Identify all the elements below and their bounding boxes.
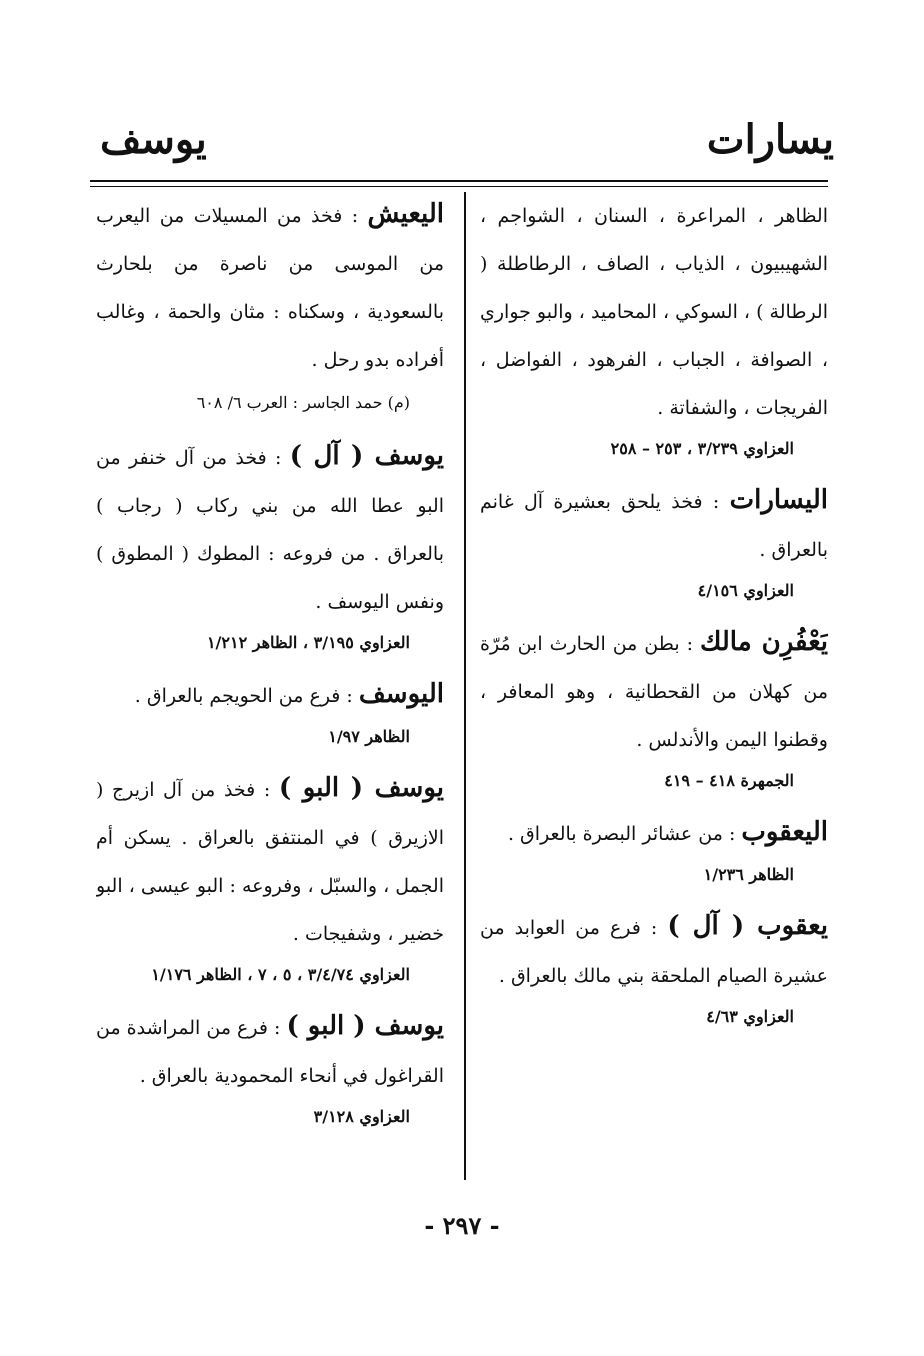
entry xyxy=(96,1002,444,1134)
entry-reference: العزاوي ٣/١٢٨ xyxy=(313,1107,410,1126)
entry xyxy=(96,190,444,422)
right-column xyxy=(480,190,828,1190)
entry-text: : فرع من المراشدة من القراغول في أنحاء المحمودية بالعراق . xyxy=(96,1017,444,1087)
entry-text: : فخذ من آل ازيرج ( الازيرق ) في المنتفق بالعراق . يسكن أم الجمل ، والسبّل ، وفروعه : البو عيسى ، البو خضير ، وشفيجات . xyxy=(96,779,444,945)
page-number: - ٢٩٧ - xyxy=(424,1211,500,1240)
column-divider xyxy=(464,192,466,1180)
entry xyxy=(480,618,828,798)
running-head-left: يوسف xyxy=(100,116,207,163)
entry-text: الظاهر ، المراعرة ، السنان ، الشواجم ، الشهيبيون ، الذياب ، الصاف ، الرطاطلة ( الرطالة ) ، السوكي ، المحاميد ، والبو جواري ، الصوافة ، الجباب ، الفرهود ، الفواضل ، الفريجات ، والشفاتة . xyxy=(480,205,828,419)
entry-headword: اليوسف xyxy=(358,679,444,709)
entry xyxy=(96,432,444,660)
entry-text: : من عشائر البصرة بالعراق . xyxy=(507,823,742,845)
entry-reference: العزاوي ٤/٦٣ xyxy=(706,1007,794,1026)
entry-reference: الجمهرة ٤١٨ – ٤١٩ xyxy=(664,771,794,790)
entry-text: : فخذ من المسيلات من اليعرب من الموسى من ناصرة من بلحارث بالسعودية ، وسكناه : مثان والحمة ، وغالب أفراده بدو رحل . xyxy=(96,205,444,371)
entry-text: : فخذ يلحق بعشيرة آل غانم بالعراق . xyxy=(480,491,828,561)
entry xyxy=(480,902,828,1034)
entry-reference: العزاوي ٣/١٩٥ ، الظاهر ١/٢١٢ xyxy=(206,633,410,652)
entry-headword: يوسف ( البو ) xyxy=(286,1011,444,1041)
entry-reference: العزاوي ٣/٤/٧٤ ، ٥ ، ٧ ، الظاهر ١/١٧٦ xyxy=(151,965,410,984)
entry-headword: اليسارات xyxy=(729,485,828,515)
entry-reference: العزاوي ٤/١٥٦ xyxy=(697,581,794,600)
entry xyxy=(480,190,828,466)
entry-headword: اليعقوب xyxy=(741,817,828,847)
entry-headword: يَعْفُرِن مالك xyxy=(699,627,828,657)
entry-headword: يوسف ( آل ) xyxy=(289,441,444,471)
entry-text: : بطن من الحارث ابن مُرّة من كهلان من القحطانية ، وهو المعافر ، وقطنوا اليمن والأندلس . xyxy=(480,633,828,751)
entry xyxy=(96,764,444,992)
entry xyxy=(480,476,828,608)
entry-text: : فرع من الحويجم بالعراق . xyxy=(134,685,359,707)
entry xyxy=(96,670,444,754)
running-head-right: يسارات xyxy=(706,116,834,163)
header-rule-thick xyxy=(90,180,828,182)
entry-headword: اليعيش xyxy=(367,199,444,229)
entry-text: : فخذ من آل خنفر من البو عطا الله من بني ركاب ( رجاب ) بالعراق . من فروعه : المطوك ( المطوق ) ونفس اليوسف . xyxy=(96,447,444,613)
entry-headword: يوسف ( البو ) xyxy=(278,773,444,803)
entry xyxy=(480,808,828,892)
entry-reference: الظاهر ١/٢٣٦ xyxy=(703,865,794,884)
left-column xyxy=(96,190,444,1190)
entry-reference: العزاوي ٣/٢٣٩ ، ٢٥٣ – ٢٥٨ xyxy=(610,439,794,458)
entry-text: : فرع من العوابد من عشيرة الصيام الملحقة بني مالك بالعراق . xyxy=(480,917,828,987)
header-rule-thin xyxy=(90,186,828,187)
entry-headword: يعقوب ( آل ) xyxy=(667,911,828,941)
entry-footnote: (م) حمد الجاسر : العرب ٦/ ٦٠٨ xyxy=(196,393,410,412)
entry-reference: الظاهر ١/٩٧ xyxy=(328,727,410,746)
